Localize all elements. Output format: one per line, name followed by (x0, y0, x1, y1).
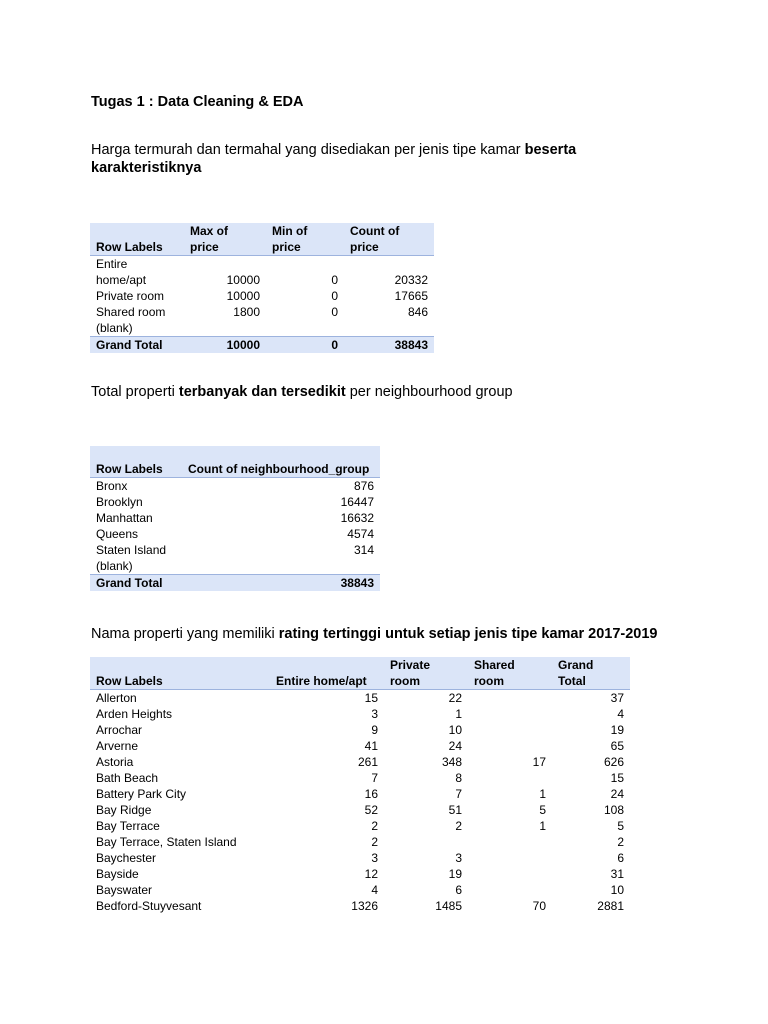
section2-heading (91, 383, 513, 401)
row-label-cell: Bedford-Stuyvesant (96, 899, 202, 913)
value-cell: 41 (364, 739, 378, 753)
value-cell: 7 (371, 771, 378, 785)
value-cell: 12 (364, 867, 378, 881)
value-cell: 626 (603, 755, 624, 769)
section1-heading-bold: beserta karakteristiknya (91, 142, 577, 176)
price-pivot-table (90, 223, 434, 353)
row-label-cell: Manhattan (96, 510, 153, 525)
value-cell: 16632 (340, 510, 374, 525)
table-row (90, 256, 434, 289)
column-header: Private room (384, 657, 468, 690)
value-cell: 17 (532, 755, 546, 769)
value-cell (344, 320, 434, 337)
column-header: Shared room (468, 657, 552, 690)
row-label-cell: Astoria (96, 755, 134, 769)
value-cell: 24 (610, 787, 624, 801)
value-cell: 0 (331, 305, 338, 319)
value-cell (468, 722, 552, 738)
table-row (90, 898, 630, 914)
value-cell: 8 (455, 771, 462, 785)
row-label-cell: Bronx (96, 478, 128, 493)
value-cell: 38843 (182, 574, 380, 591)
row-label-cell: Arverne (96, 739, 139, 753)
value-cell: 1 (539, 787, 546, 801)
value-cell (468, 770, 552, 786)
value-cell (468, 706, 552, 722)
row-label-cell: Bayside (96, 867, 139, 881)
value-cell: 10 (448, 723, 462, 737)
table-row (90, 526, 380, 542)
value-cell (266, 320, 344, 337)
value-cell: 15 (364, 691, 378, 705)
table-row (90, 722, 630, 738)
table-row (90, 690, 630, 707)
row-label-cell: Grand Total (90, 337, 184, 354)
value-cell: 10000 (226, 273, 260, 287)
section3-heading (91, 625, 658, 643)
table-row (90, 304, 434, 320)
column-header: Grand Total (552, 657, 630, 690)
value-cell: 51 (448, 803, 462, 817)
value-cell: 846 (407, 305, 428, 319)
column-header: Row Labels (90, 446, 182, 477)
section1-heading-normal: Harga termurah dan termahal yang disediakan per jenis tipe kamar (91, 142, 525, 158)
rating-pivot-table (90, 657, 630, 914)
column-header: Count of price (344, 223, 434, 256)
row-label-cell: Grand Total (90, 574, 182, 591)
row-label-cell: (blank) (96, 558, 133, 573)
value-cell: 38843 (344, 337, 434, 354)
table-row (90, 494, 380, 510)
value-cell (468, 834, 552, 850)
table-row (90, 818, 630, 834)
value-cell: 3 (371, 851, 378, 865)
table-row (90, 802, 630, 818)
column-header: Entire home/apt (270, 657, 384, 690)
value-cell: 3 (455, 851, 462, 865)
value-cell: 5 (539, 803, 546, 817)
value-cell: 2 (617, 835, 624, 849)
value-cell: 876 (353, 478, 374, 493)
table-row (90, 850, 630, 866)
row-label-cell: Bath Beach (96, 771, 159, 785)
value-cell: 6 (455, 883, 462, 897)
value-cell: 17665 (394, 289, 428, 303)
table-row (90, 866, 630, 882)
value-cell: 5 (617, 819, 624, 833)
row-label-cell: Allerton (96, 691, 137, 705)
row-label-cell: Entire home/apt (96, 257, 147, 287)
row-label-cell: Bay Terrace, Staten Island (96, 835, 237, 849)
grand-total-row (90, 337, 434, 354)
table-row (90, 288, 434, 304)
row-label-cell: Arden Heights (96, 707, 173, 721)
value-cell: 4 (371, 883, 378, 897)
value-cell: 7 (455, 787, 462, 801)
value-cell: 2 (371, 819, 378, 833)
grand-total-row (90, 574, 380, 591)
value-cell: 15 (610, 771, 624, 785)
value-cell: 4 (617, 707, 624, 721)
table-row (90, 558, 380, 575)
row-label-cell: Bay Terrace (96, 819, 160, 833)
row-label-cell: Staten Island (96, 542, 167, 557)
value-cell (468, 738, 552, 754)
table-row (90, 477, 380, 494)
row-label-cell: Baychester (96, 851, 157, 865)
column-header: Row Labels (90, 223, 184, 256)
value-cell (384, 834, 468, 850)
section2-heading-pre: Total properti (91, 384, 179, 400)
value-cell: 348 (441, 755, 462, 769)
value-cell: 1485 (435, 899, 462, 913)
value-cell (182, 558, 380, 575)
table-row (90, 510, 380, 526)
value-cell: 65 (610, 739, 624, 753)
table-row (90, 834, 630, 850)
table-row (90, 706, 630, 722)
table-row (90, 786, 630, 802)
table-row (90, 754, 630, 770)
value-cell: 10000 (184, 337, 266, 354)
neighbourhood-pivot-table (90, 446, 380, 591)
section1-heading (91, 141, 651, 177)
value-cell: 19 (448, 867, 462, 881)
value-cell: 0 (331, 273, 338, 287)
value-cell: 3 (371, 707, 378, 721)
column-header: Min of price (266, 223, 344, 256)
value-cell: 31 (610, 867, 624, 881)
value-cell: 2881 (597, 899, 624, 913)
value-cell: 20332 (394, 273, 428, 287)
value-cell: 22 (448, 691, 462, 705)
value-cell (468, 850, 552, 866)
table-row (90, 320, 434, 337)
value-cell (468, 690, 552, 707)
value-cell: 16 (364, 787, 378, 801)
value-cell: 10 (610, 883, 624, 897)
value-cell (468, 882, 552, 898)
value-cell: 0 (331, 289, 338, 303)
row-label-cell: (blank) (96, 321, 133, 335)
row-label-cell: Arrochar (96, 723, 143, 737)
value-cell (184, 320, 266, 337)
value-cell: 2 (371, 835, 378, 849)
row-label-cell: Queens (96, 526, 139, 541)
section2-heading-post: per neighbourhood group (345, 384, 513, 400)
row-label-cell: Shared room (96, 305, 166, 319)
row-label-cell: Bay Ridge (96, 803, 152, 817)
value-cell: 10000 (226, 289, 260, 303)
value-cell: 108 (603, 803, 624, 817)
value-cell: 0 (266, 337, 344, 354)
value-cell: 24 (448, 739, 462, 753)
table-row (90, 882, 630, 898)
column-header: Count of neighbourhood_group (182, 446, 380, 477)
column-header: Max of price (184, 223, 266, 256)
value-cell: 1 (455, 707, 462, 721)
value-cell: 9 (371, 723, 378, 737)
value-cell: 37 (610, 691, 624, 705)
value-cell (468, 866, 552, 882)
table-row (90, 738, 630, 754)
value-cell: 1326 (351, 899, 378, 913)
value-cell: 4574 (347, 526, 374, 541)
value-cell: 70 (532, 899, 546, 913)
section3-heading-normal: Nama properti yang memiliki (91, 626, 279, 642)
value-cell: 6 (617, 851, 624, 865)
value-cell: 19 (610, 723, 624, 737)
row-label-cell: Brooklyn (96, 494, 143, 509)
value-cell: 1 (539, 819, 546, 833)
table-row (90, 542, 380, 558)
row-label-cell: Battery Park City (96, 787, 187, 801)
section2-heading-bold: terbanyak dan tersedikit (178, 384, 346, 400)
document-title: Tugas 1 : Data Cleaning & EDA (91, 94, 304, 110)
value-cell: 314 (353, 542, 374, 557)
column-header: Row Labels (90, 657, 270, 690)
table-row (90, 770, 630, 786)
value-cell: 261 (357, 755, 378, 769)
value-cell: 1800 (233, 305, 260, 319)
value-cell: 16447 (340, 494, 374, 509)
row-label-cell: Bayswater (96, 883, 153, 897)
value-cell: 52 (364, 803, 378, 817)
row-label-cell: Private room (96, 289, 165, 303)
value-cell: 2 (455, 819, 462, 833)
section3-heading-bold: rating tertinggi untuk setiap jenis tipe kamar 2017-2019 (278, 626, 658, 642)
